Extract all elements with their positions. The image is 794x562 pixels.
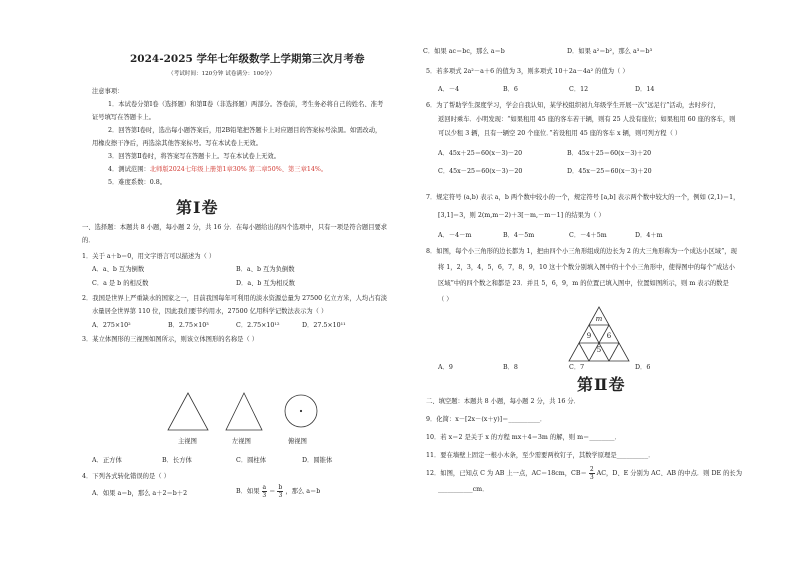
q3-option-b[interactable]: B．长方体 bbox=[162, 457, 192, 464]
q8-option-a[interactable]: A．9 bbox=[438, 364, 453, 371]
q6-option-a[interactable]: A．45x＋25＝60(x－3)－20 bbox=[438, 150, 523, 157]
q6-line-3: 可以少租 3 辆，且有一辆空 20 个座位．”若设租用 45 座的客车 x 辆，则可列方程（ ） bbox=[438, 130, 682, 137]
figure-label-9: 9 bbox=[586, 332, 592, 340]
figure-label-5: 5 bbox=[596, 346, 602, 354]
q6-option-c[interactable]: C．45x－25＝60(x－3)－20 bbox=[438, 168, 523, 175]
note-1a: 1．本试卷分第Ⅰ卷（选择题）和第Ⅱ卷（非选择题）两部分。答卷前，考生务必将自己的姓名、准考 bbox=[108, 101, 384, 108]
front-view-triangle bbox=[168, 393, 208, 430]
q4-stem: 4．下列各式转化错误的是（ ） bbox=[82, 473, 170, 480]
q4-b-fraction-2 bbox=[277, 484, 283, 499]
figure-label-m: m bbox=[595, 315, 603, 323]
q5-option-d[interactable]: D．14 bbox=[635, 86, 655, 93]
grid-line-d2 bbox=[579, 343, 589, 361]
note-3: 3．回答第Ⅱ卷时，将答案写在答题卡上。写在本试卷上无效。 bbox=[108, 153, 281, 160]
q2-line-2: 水量居全世界第 110 位，因此我们要节约用水，27500 亿用科学记数法表示为（ ） bbox=[92, 308, 328, 315]
q8-line-1: 8．如图，每个小三角形的边长都为 1，把由四个小三角形组成的边长为 2 的大三角形称为一个成达小区域”，现 bbox=[426, 248, 737, 255]
q1-option-d[interactable]: D．a、b 互为相反数 bbox=[236, 280, 295, 287]
q2-option-b[interactable]: B．2.75×10³ bbox=[168, 322, 209, 329]
q3-three-views-figure bbox=[160, 390, 320, 442]
q4-b-suffix: ，那么 a＝b bbox=[285, 487, 321, 495]
q7-line-1: 7．规定符号 (a,b) 表示 a，b 两个数中较小的一个，规定符号 [a,b] 表示两个数中较大的一个，例如 (2,1)＝1， bbox=[426, 194, 740, 201]
q4-option-c[interactable]: C．如果 ac＝bc，那么 a＝b bbox=[423, 48, 505, 55]
q5-option-a[interactable]: A．－4 bbox=[438, 86, 460, 93]
q3-view-top-label: 俯视图 bbox=[288, 438, 307, 445]
q12-line-2: ___________cm． bbox=[438, 486, 489, 493]
q4-b-num-2: b bbox=[278, 484, 283, 491]
q7-option-d[interactable]: D．4＋m bbox=[635, 232, 663, 239]
q6-line-2: 返回时乘车．小明发现：“如果租用 45 座的客车若干辆，则有 25 人没有座位；如果租用 60 座的客车，则 bbox=[438, 116, 736, 123]
q7-option-c[interactable]: C．－4＋5m bbox=[569, 232, 607, 239]
q11-text: 11．要在墙壁上固定一根小木条，至少需要两枚钉子，其数学原理是__________． bbox=[426, 452, 655, 459]
q4-b-fraction-1 bbox=[262, 484, 268, 499]
side-view-triangle bbox=[226, 393, 262, 430]
q12-fraction-den: 3 bbox=[589, 474, 594, 481]
q12-fraction-num: 2 bbox=[589, 466, 594, 473]
q6-option-d[interactable]: D．45x－25＝60(x－3)＋20 bbox=[567, 168, 652, 175]
q1-stem: 1．关于 a＋b＝0，用文字语言可以描述为（ ） bbox=[82, 253, 216, 260]
part-2-heading: 第Ⅱ卷 bbox=[577, 375, 626, 394]
q9-text: 9．化简：x－[2x－(x＋y)]＝__________． bbox=[426, 416, 547, 423]
note-2b: 用橡皮擦干净后，再选涂其他答案标号。写在本试卷上无效。 bbox=[92, 140, 263, 147]
note-4-range: 北师版2024七年级上册第1章30% 第二章50%、第三章14%。 bbox=[149, 166, 328, 173]
q4-b-prefix: B．如果 bbox=[236, 487, 260, 495]
note-5: 5．难度系数：0.8。 bbox=[108, 179, 167, 186]
q3-option-a[interactable]: A．正方体 bbox=[92, 457, 122, 464]
note-2a: 2．回答第Ⅰ卷时，选出每小题答案后，用2B铅笔把答题卡上对应题目的答案标号涂黑。如需改动， bbox=[108, 127, 382, 134]
section-1-line-1: 一、选择题：本题共 8 小题，每小题 2 分，共 16 分．在每小题给出的四个选项中，只有一项是符合题目要求 bbox=[82, 224, 388, 231]
q8-line-2: 将 1，2，3，4，5，6，7，8，9，10 这十个数分别填入图中的十个小三角形中，使得图中的每个“成达小 bbox=[438, 264, 735, 271]
section-1-line-2: 的． bbox=[82, 237, 95, 244]
section-2-heading: 二、填空题：本题共 8 小题，每小题 2 分，共 16 分． bbox=[426, 398, 580, 405]
q4-b-equals: ＝ bbox=[269, 487, 276, 495]
q5-option-b[interactable]: B．6 bbox=[503, 86, 518, 93]
q2-option-d[interactable]: D．27.5×10¹¹ bbox=[302, 322, 346, 329]
top-view-center-dot bbox=[300, 410, 302, 412]
q4-option-d[interactable]: D．如果 a²＝b²，那么 a³＝b³ bbox=[567, 48, 653, 55]
q3-view-front-label: 主视图 bbox=[178, 438, 197, 445]
q1-option-c[interactable]: C．a 是 b 的相反数 bbox=[92, 280, 149, 287]
q6-option-b[interactable]: B．45x＋25＝60(x－3)＋20 bbox=[567, 150, 652, 157]
q2-option-c[interactable]: C．2.75×10¹² bbox=[236, 322, 280, 329]
q3-option-c[interactable]: C．圆柱体 bbox=[236, 457, 267, 464]
q12-prefix: 12．如图，已知点 C 为 AB 上一点，AC＝18cm，CB＝ bbox=[426, 469, 587, 477]
note-1b: 证号填写在答题卡上。 bbox=[92, 114, 155, 121]
q4-b-den-2: 3 bbox=[278, 492, 283, 499]
q12-suffix: AC，D、E 分别为 AC、AB 的中点．则 DE 的长为 bbox=[596, 469, 743, 477]
q8-line-3: 区域”中的四个数之和都是 23．并且 5，6，9，m 的位置已填入图中，位置如图所示，则 m 表示的数是 bbox=[438, 280, 729, 287]
q7-line-2: [3,1]＝3，则 2(m,m－2)＋3[－m,－m－1] 的结果为（ ） bbox=[438, 212, 605, 219]
q7-option-a[interactable]: A．－4－m bbox=[438, 232, 472, 239]
q8-option-c[interactable]: C．7 bbox=[569, 364, 585, 371]
q12-fraction bbox=[589, 466, 595, 481]
q4-option-a[interactable]: A．如果 a＝b，那么 a＋2＝b＋2 bbox=[92, 490, 188, 497]
q8-line-4: （ ） bbox=[438, 296, 453, 303]
exam-title: 2024-2025 学年七年级数学上学期第三次月考卷 bbox=[130, 53, 365, 65]
q4-b-den-1: 3 bbox=[262, 492, 267, 499]
q6-line-1: 6．为了帮助学生深度学习，学会自我认知，某学校组织初九年级学生开展一次“远足行”活动，去时步行， bbox=[426, 102, 720, 109]
note-4 bbox=[108, 166, 327, 174]
q5-option-c[interactable]: C．12 bbox=[569, 86, 589, 93]
exam-subtitle: （考试时间：120分钟 试卷满分：100分） bbox=[168, 71, 276, 77]
q8-triangle-figure bbox=[567, 305, 631, 363]
note-4-label: 4．测试范围： bbox=[108, 166, 150, 173]
q3-view-side-label: 左视图 bbox=[232, 438, 251, 445]
q3-stem: 3．某立体图形的三视图如图所示，则该立体图形的名称是（ ） bbox=[82, 336, 259, 343]
q4-b-num-1: a bbox=[262, 484, 267, 491]
q12-line-1 bbox=[426, 466, 742, 481]
q5-stem: 5．若多项式 2a²－a＋6 的值为 3，则多项式 10＋2a－4a² 的值为（ ） bbox=[426, 68, 629, 75]
q7-option-b[interactable]: B．4－5m bbox=[503, 232, 535, 239]
right-page bbox=[397, 0, 794, 562]
q8-option-b[interactable]: B．8 bbox=[503, 364, 518, 371]
notes-heading: 注意事项： bbox=[92, 88, 124, 95]
q8-option-d[interactable]: D．6 bbox=[635, 364, 651, 371]
q10-text: 10．若 x＝2 是关于 x 的方程 mx＋4＝3m 的解，则 m＝________． bbox=[426, 434, 621, 441]
q1-option-b[interactable]: B．a、b 互为负倒数 bbox=[236, 266, 295, 273]
grid-line-d4 bbox=[609, 343, 619, 361]
figure-label-6: 6 bbox=[606, 332, 612, 340]
q2-option-a[interactable]: A．275×10² bbox=[92, 322, 131, 329]
q1-option-a[interactable]: A．a、b 互为倒数 bbox=[92, 266, 145, 273]
part-1-heading: 第Ⅰ卷 bbox=[176, 198, 219, 217]
q4-option-b[interactable] bbox=[236, 484, 320, 499]
q3-option-d[interactable]: D．圆锥体 bbox=[302, 457, 333, 464]
q2-line-1: 2．我国是世界上严重缺水的国家之一，目前我国每年可利用的淡水资源总量为 27500 亿立方米，人均占有淡 bbox=[82, 295, 388, 302]
